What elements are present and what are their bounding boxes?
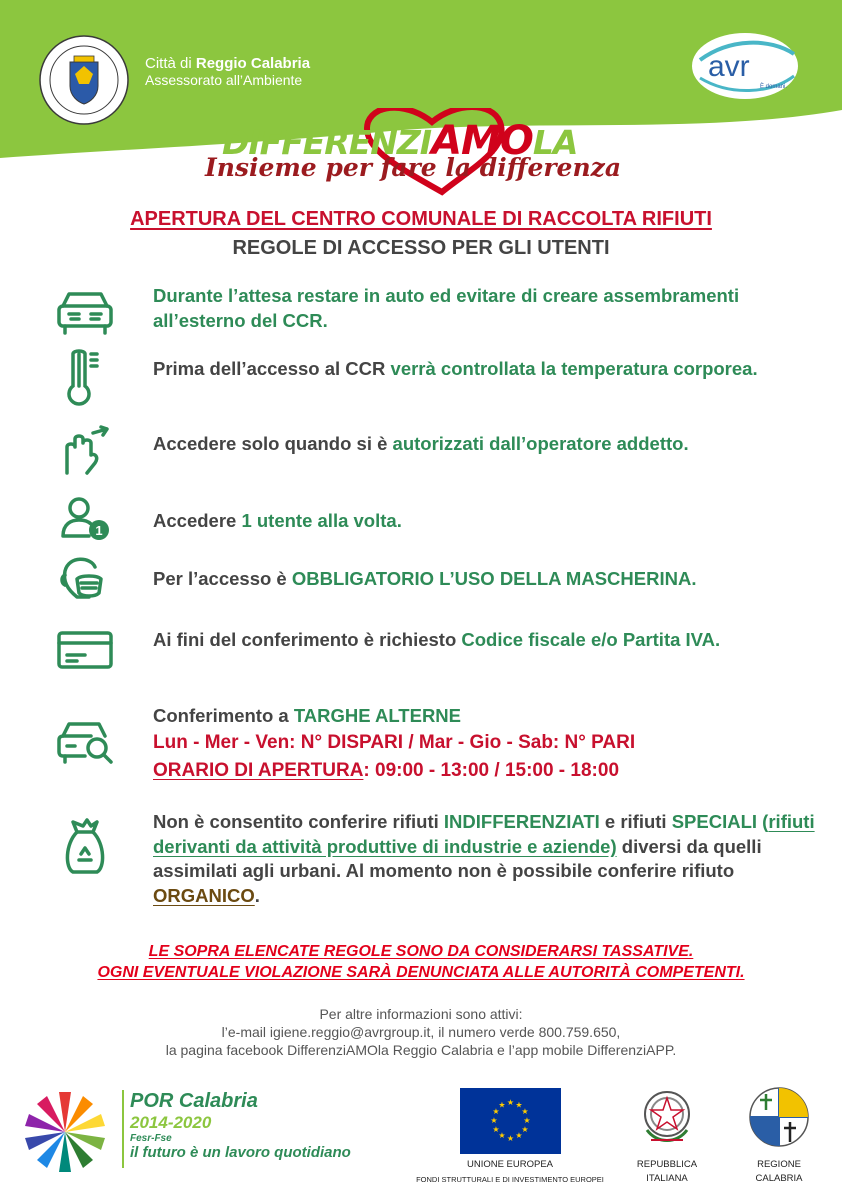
svg-text:★: ★ [498, 1100, 506, 1110]
warning-line-1: LE SOPRA ELENCATE REGOLE SONO DA CONSIDERARSI TASSATIVE. [148, 943, 694, 960]
svg-text:★: ★ [498, 1131, 506, 1140]
svg-text:★: ★ [523, 1116, 531, 1125]
city-name: Città di Reggio Calabria [145, 55, 311, 72]
por-calabria-logo: POR Calabria 2014-2020 Fesr-Fse il futuro è un lavoro quotidiano [130, 1090, 351, 1161]
waste-bag-icon [55, 818, 115, 876]
rule-waiting: Durante l’attesa restare in auto ed evitare di creare assembramenti all’esterno del CCR. [153, 285, 740, 331]
face-mask-icon [55, 553, 115, 605]
svg-text:1: 1 [95, 523, 103, 538]
eu-sublabel: FONDI STRUTTURALI E DI INVESTIMENTO EUROPEI [416, 1175, 604, 1184]
rule-plates [153, 703, 818, 784]
brand-wordmark: DIFFERENZIAMOLA [222, 118, 578, 164]
rule-authorization: Accedere solo quando si è autorizzati dall’operatore addetto. [153, 433, 689, 454]
region-label-2: CALABRIA [755, 1173, 803, 1184]
thermometer-icon [55, 348, 115, 408]
card-icon [55, 625, 115, 677]
rule-one-user: Accedere 1 utente alla volta. [153, 510, 402, 531]
eu-label: UNIONE EUROPEA [466, 1159, 554, 1170]
svg-text:È domani.: È domani. [760, 84, 788, 90]
svg-text:★: ★ [492, 1125, 500, 1134]
italian-republic-emblem-icon [637, 1084, 697, 1150]
page-title: APERTURA DEL CENTRO COMUNALE DI RACCOLTA RIFIUTI [130, 208, 712, 230]
por-divider [122, 1090, 124, 1168]
republic-label-2: ITALIANA [646, 1173, 688, 1184]
por-flower-logo [15, 1080, 115, 1180]
svg-text:★: ★ [515, 1131, 523, 1140]
page-subtitle: REGOLE DI ACCESSO PER GLI UTENTI [232, 237, 610, 259]
region-label-1: REGIONE [757, 1159, 801, 1170]
plates-line: Conferimento a TARGHE ALTERNE [153, 705, 462, 726]
car-icon [55, 286, 115, 338]
info-line-2: l’e-mail igiene.reggio@avrgroup.it, il numero verde 800.759.650, [221, 1024, 621, 1040]
city-department: Assessorato all’Ambiente [145, 72, 303, 88]
hand-icon [55, 425, 115, 477]
car-search-icon [55, 716, 115, 768]
svg-text:★: ★ [492, 1107, 500, 1116]
rule-waste-types: Non è consentito conferire rifiuti INDIFFERENZIATI e rifiuti SPECIALI (rifiuti derivanti da attività produttive di industrie e aziende) diversi da quelli assimilati agli urbani. Al momento non è possibile conferire rifiuto ORGANICO. [153, 811, 815, 906]
svg-text:★: ★ [506, 1134, 515, 1143]
opening-hours: ORARIO DI APERTURA: 09:00 - 13:00 / 15:00 - 18:00 [153, 760, 620, 781]
brand-tagline: Insieme per fare la differenza [205, 153, 622, 182]
rule-documents: Ai fini del conferimento è richiesto Codice fiscale e/o Partita IVA. [153, 629, 721, 650]
user-one-icon [55, 496, 115, 542]
republic-label-1: REPUBBLICA [636, 1159, 698, 1170]
info-line-1: Per altre informazioni sono attivi: [319, 1006, 523, 1022]
calabria-region-emblem-icon [746, 1084, 812, 1154]
city-seal-logo [38, 34, 130, 126]
svg-text:★: ★ [490, 1116, 498, 1125]
rule-mask: Per l’accesso è OBBLIGATORIO L’USO DELLA MASCHERINA. [153, 568, 697, 589]
svg-text:avr: avr [708, 50, 750, 83]
info-line-3: la pagina facebook DifferenziAMOla Reggio Calabria e l’app mobile DifferenziAPP. [165, 1042, 677, 1058]
avr-logo [690, 30, 800, 102]
rule-temperature: Prima dell’accesso al CCR verrà controllata la temperatura corporea. [153, 358, 758, 379]
svg-text:★: ★ [521, 1125, 529, 1134]
plates-schedule: Lun - Mer - Ven: N° DISPARI / Mar - Gio - Sab: N° PARI [153, 732, 636, 753]
svg-text:★: ★ [521, 1107, 529, 1116]
svg-text:★: ★ [506, 1098, 515, 1107]
warning-line-2: OGNI EVENTUALE VIOLAZIONE SARÀ DENUNCIATA ALLE AUTORITÀ COMPETENTI. [97, 964, 745, 981]
svg-text:★: ★ [515, 1100, 523, 1110]
eu-flag-icon [460, 1088, 561, 1154]
